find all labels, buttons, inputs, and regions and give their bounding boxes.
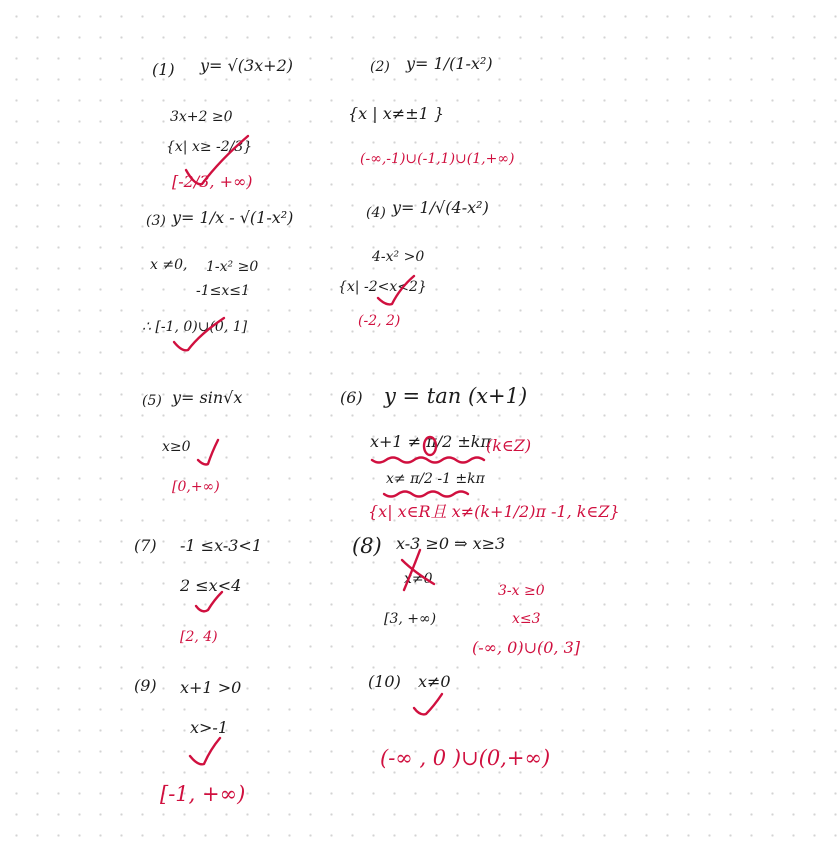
p3-step-4: ∴ [-1, 0)∪(0, 1] <box>142 319 248 335</box>
p8-label: (8) <box>352 534 382 558</box>
p6-underline-2 <box>384 492 468 497</box>
p8-answer: (-∞, 0)∪(0, 3] <box>472 638 580 657</box>
p3-step-2: 1-x² ≥0 <box>206 259 259 275</box>
p4-label: (4) <box>366 205 386 221</box>
p7-label: (7) <box>134 536 157 555</box>
p4-step-2: {x| -2<x<2} <box>338 279 427 295</box>
p6-answer-note: (k∈Z) <box>486 436 532 455</box>
p4-step-1: 4-x² >0 <box>372 249 425 265</box>
p5-check-mark <box>198 440 218 465</box>
p5-answer: [0,+∞) <box>172 479 220 495</box>
p10-label: (10) <box>368 672 401 691</box>
p10-answer: (-∞ , 0 )∪(0,+∞) <box>380 746 551 770</box>
p7-step-1: 2 ≤x<4 <box>180 576 242 595</box>
p9-label: (9) <box>134 676 157 695</box>
p7-function: -1 ≤x-3<1 <box>180 536 262 555</box>
p3-label: (3) <box>146 213 166 229</box>
p1-step-1: 3x+2 ≥0 <box>170 109 233 125</box>
p2-label: (2) <box>370 59 390 75</box>
p6-step-1: x+1 ≠ π/2 ±kπ <box>370 432 491 451</box>
p6-step-2: x≠ π/2 -1 ±kπ <box>386 471 485 487</box>
p8-answer-step-1: 3-x ≥0 <box>498 583 545 599</box>
p10-check-mark <box>414 694 442 714</box>
p9-step-1: x>-1 <box>190 718 229 737</box>
p8-step-2: [3, +∞) <box>384 611 437 627</box>
p3-function: y= 1/x - √(1-x²) <box>172 208 294 227</box>
p1-label: (1) <box>152 60 175 79</box>
p1-answer: [-2/3, +∞) <box>172 172 253 191</box>
p9-answer: [-1, +∞) <box>160 782 246 806</box>
p2-step-1: {x | x≠±1 } <box>348 104 445 123</box>
p6-label: (6) <box>340 388 363 407</box>
p4-function: y= 1/√(4-x²) <box>392 198 489 217</box>
p1-function: y= √(3x+2) <box>200 56 293 75</box>
p6-underline-1 <box>372 458 484 463</box>
p4-answer: (-2, 2) <box>358 313 401 329</box>
p2-function: y= 1/(1-x²) <box>406 54 493 73</box>
p7-answer: [2, 4) <box>180 629 218 645</box>
p6-answer: {x| x∈R且 x≠(k+1/2)π -1, k∈Z} <box>368 502 620 521</box>
p9-check-mark <box>190 738 220 764</box>
p5-label: (5) <box>142 393 162 409</box>
p6-function: y = tan (x+1) <box>384 384 528 408</box>
p3-step-3: -1≤x≤1 <box>196 283 250 299</box>
p2-answer: (-∞,-1)∪(-1,1)∪(1,+∞) <box>360 151 515 167</box>
p3-step-1: x ≠0, <box>150 257 188 273</box>
p9-function: x+1 >0 <box>180 678 242 697</box>
p8-step-1: x≠0 <box>404 571 433 587</box>
p5-step-1: x≥0 <box>162 439 191 455</box>
p5-function: y= sin√x <box>172 388 243 407</box>
p8-function: x-3 ≥0 ⇒ x≥3 <box>396 534 506 553</box>
p8-answer-step-2: x≤3 <box>512 611 541 627</box>
p10-function: x≠0 <box>418 672 451 691</box>
p1-step-2: {x| x≥ -2/3} <box>166 139 253 155</box>
